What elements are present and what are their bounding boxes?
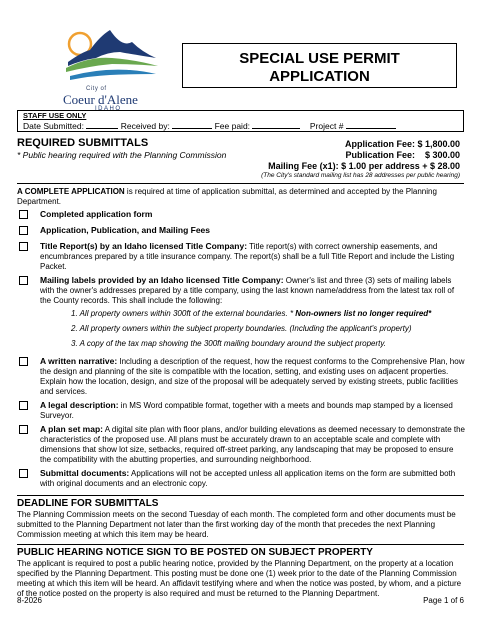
logo-city-name: Coeur d'Alene	[63, 92, 138, 107]
checkbox[interactable]	[19, 357, 28, 366]
project-field[interactable]	[346, 120, 396, 129]
checklist-item: Mailing labels provided by an Idaho licensed Title Company: Owner's list and three (3) sets of mailing labels with the owner's addresses prepared by a title company, using the last known name/address from the latest tax roll of the County records. This shall include the following:	[40, 275, 465, 306]
application-fee: Application Fee: $ 1,800.00	[344, 139, 460, 149]
public-hearing-note: * Public hearing required with the Planning Commission	[17, 150, 227, 160]
sublist-item: 3. A copy of the tax map showing the 300ft mailing boundary around the subject property.	[71, 339, 387, 348]
checklist-item: A plan set map: A digital site plan with floor plans, and/or building elevations as deemed necessary to demonstrate the characteristics of the proposed use. All plans must be accurately drawn to an acceptable scale and complete with dimensions that show lot size, setbacks, required off-street parking, any landscaping that may be proposed to ensure the compatibility with the abutting properties, and surrounding neighborhood.	[40, 424, 465, 465]
project-label: Project #	[309, 121, 344, 131]
divider	[17, 495, 464, 496]
staff-use-fields	[23, 120, 396, 131]
logo-city-of: City of	[86, 86, 107, 92]
checklist-item: Completed application form	[40, 209, 465, 220]
checkbox[interactable]	[19, 469, 28, 478]
sublist-item: 1. All property owners within 300ft of the external boundaries. * Non-owners list no longer required*	[71, 309, 432, 318]
checkbox[interactable]	[19, 276, 28, 285]
staff-use-box	[17, 110, 464, 132]
checkbox[interactable]	[19, 401, 28, 410]
complete-application-text: A COMPLETE APPLICATION is required at time of application submittal, as determined and accepted by the Planning Department.	[17, 187, 437, 206]
logo-state: IDAHO	[95, 106, 122, 112]
footer-page-number: Page 1 of 6	[423, 596, 464, 605]
checkbox[interactable]	[19, 242, 28, 251]
mailing-fee: Mailing Fee (x1): $ 1.00 per address + $ 28.00	[268, 161, 460, 171]
required-heading: REQUIRED SUBMITTALS	[17, 137, 149, 149]
fee-paid-field[interactable]	[252, 120, 300, 129]
footer-revision: 8-2026	[17, 596, 42, 605]
divider	[17, 544, 464, 545]
checklist-item: A written narrative: Including a description of the request, how the request conforms to the Comprehensive Plan, how the design and planning of the site is compatible with the location, setting, and existing uses on adjacent properties. Explain how the location, design, and size of the proposal will be adequately served by existing streets, public facilities and services.	[40, 356, 465, 397]
notice-heading: PUBLIC HEARING NOTICE SIGN TO BE POSTED ON SUBJECT PROPERTY	[17, 547, 373, 558]
notice-text: The applicant is required to post a public hearing notice, provided by the Planning Department, on the property at a location specified by the Planning Department. This posting must be done one (1) week prior to the date of the Planning Commission meeting at which this item will be heard. An affidavit testifying where and when the notice was posted, by whom, and a picture of the notice posted on the property is also required and must be returned to the Planning Department.	[17, 559, 462, 598]
deadline-text: The Planning Commission meets on the second Tuesday of each month. The completed form and other documents must be submitted to the Planning Department not later than the first working day of the month that precedes the next Planning Commission meeting at which this item may be heard.	[17, 510, 456, 539]
received-by-label: Received by:	[120, 121, 170, 131]
title-line2: APPLICATION	[269, 68, 370, 85]
fee-paid-label: Fee paid:	[214, 121, 251, 131]
checklist-item: Title Report(s) by an Idaho licensed Title Company: Title report(s) with correct ownership easements, and encumbrances prepared by a title insurance company. The report(s) shall be a full Title Report and include the Listing Packet.	[40, 241, 465, 272]
checkbox[interactable]	[19, 226, 28, 235]
title-line1: SPECIAL USE PERMIT	[239, 50, 400, 67]
received-by-field[interactable]	[172, 120, 212, 129]
sublist-item: 2. All property owners within the subject property boundaries. (Including the applicant's property)	[71, 324, 412, 333]
city-logo-icon	[60, 22, 160, 88]
date-submitted-label: Date Submitted:	[23, 121, 84, 131]
checklist-item: A legal description: in MS Word compatible format, together with a meets and bounds map stamped by a licensed Surveyor.	[40, 400, 465, 421]
title-box	[182, 43, 457, 88]
checkbox[interactable]	[19, 425, 28, 434]
publication-fee: Publication Fee: $ 300.00	[345, 150, 460, 160]
mailing-note: (The City's standard mailing list has 28 addresses per public hearing)	[261, 172, 460, 179]
checkbox[interactable]	[19, 210, 28, 219]
checklist-item: Submittal documents: Applications will not be accepted unless all application items on the form are submitted both with original documents and an electronic copy.	[40, 468, 465, 489]
staff-use-heading: STAFF USE ONLY	[23, 111, 87, 120]
checklist-item: Application, Publication, and Mailing Fees	[40, 225, 465, 236]
date-submitted-field[interactable]	[86, 120, 118, 129]
divider	[17, 183, 464, 184]
deadline-heading: DEADLINE FOR SUBMITTALS	[17, 498, 159, 509]
